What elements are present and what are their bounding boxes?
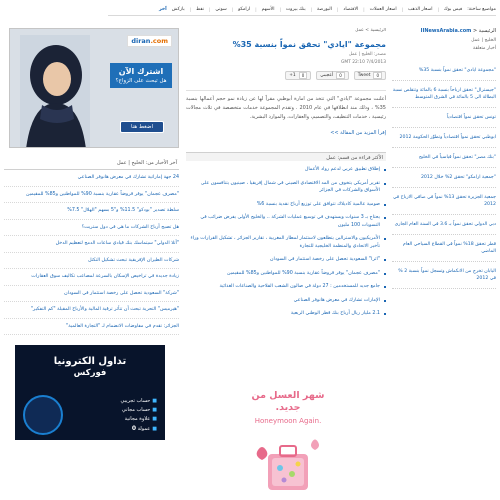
tweet-button[interactable] bbox=[354, 71, 386, 80]
read-more-link[interactable]: إقرأ المزيد من المقالة >> bbox=[330, 130, 386, 136]
checkmark-icon: ■ bbox=[152, 416, 157, 422]
latest-news-link[interactable]: سلطة تصدير "بودكو" 11.5% و"5 بسهم "الهلال" 7.5% bbox=[4, 203, 179, 220]
checkmark-icon: ■ bbox=[152, 398, 157, 404]
related-news-link[interactable]: جمعية الجزيرة تحقق 13% نمواً في صافي الارباح في 2012 bbox=[392, 188, 496, 215]
most-read-link[interactable]: الأمريكيون والاسترالين يتطلعون لاستثمار لمطار المغربية ، تقارير الجزائر ، تشكيل القرارات وراء تأخير الاتحادي والمنظمة الخليجية للتجارة bbox=[186, 232, 386, 253]
honeymoon-ad[interactable] bbox=[240, 390, 336, 498]
forex-ad[interactable] bbox=[15, 345, 165, 440]
checkmark-icon: ■ bbox=[152, 426, 157, 432]
home-link[interactable]: الرئيسية bbox=[478, 28, 496, 34]
nav-item-economy[interactable]: الاقتصاد bbox=[343, 7, 359, 12]
site-link[interactable]: IINewsArabia.com bbox=[420, 28, 472, 34]
latest-news-heading: آخر الأخبار من: الخليج | عمل bbox=[4, 158, 179, 170]
related-news-link[interactable]: "جمعية ارامكو" تحقق 2% خلال 2012 bbox=[392, 168, 496, 188]
nav-item-gold-prices[interactable]: اسعار الذهب bbox=[408, 7, 433, 12]
like-label: أعجبني bbox=[320, 73, 334, 78]
most-read-link[interactable]: "اثرا" السعودية تحصل على رخصة استثمار في السودان bbox=[186, 253, 386, 267]
plus-one-count: 0 bbox=[299, 72, 308, 79]
related-news-heading: أخبار متعلقة bbox=[473, 46, 496, 51]
tweet-label: Tweet bbox=[357, 73, 371, 78]
divider bbox=[186, 90, 386, 91]
checkmark-icon: ■ bbox=[152, 407, 157, 413]
forex-feature-row bbox=[77, 397, 157, 406]
latest-news-link[interactable]: شركات الطيران الإفريقية تبحث تشكيل التكتل bbox=[4, 253, 179, 270]
breadcrumb[interactable]: الرئيسية > عمل bbox=[355, 28, 386, 33]
most-read-link[interactable]: صومية عالمية كاديلاك تتوافق على توزيع أرباح نقدية بنسبة 6% bbox=[186, 198, 386, 212]
forex-features bbox=[77, 397, 157, 434]
nav-more-link[interactable]: آخر bbox=[158, 7, 167, 12]
diran-logo-suffix: .com bbox=[150, 37, 168, 45]
most-read-link[interactable]: تقرير أمريكي يتخوف من المد الاقتصادي الصيني في شمال إفريقيا ، صينيون يتنافسون على الأسواق والشركات في الجزائر bbox=[186, 177, 386, 198]
forex-commission-value: 0 bbox=[131, 425, 136, 432]
article-source: مصدر: الخليج | عمل bbox=[348, 52, 386, 57]
nav-item-stocks[interactable]: الأسهم bbox=[261, 7, 275, 12]
most-read-list bbox=[186, 163, 386, 321]
most-read-heading: الأكثر قراءة من قسم: عمل bbox=[186, 152, 386, 161]
forex-feature-label: عمولة bbox=[137, 426, 151, 432]
forex-feature-label: حساب مجاني bbox=[121, 407, 151, 413]
latest-news-column bbox=[4, 28, 179, 498]
nav-item-oil[interactable]: نفط bbox=[196, 7, 204, 12]
latest-news-link[interactable]: "مصرف عجمان" يوفر قروضاً عقارية بنسبة 90% للمواطنين و85% للمقيمين bbox=[4, 187, 179, 204]
nav-item-sony[interactable]: سوني bbox=[215, 7, 227, 12]
latest-news-link[interactable]: زيادة جديدة في تراخيص الإسكان بالسرعة لمصاعب تكاليف سوق العقارات bbox=[4, 269, 179, 286]
forex-ad-title: تداول الكترونيا bbox=[53, 356, 127, 367]
most-read-link[interactable]: يحتاج بـ 3 سنوات ويستهدف في توسيع عمليات الشركة .. والخليج الأولى يفرض ضرائب في التسويات 100 مليون bbox=[186, 211, 386, 232]
nav-item-facebook[interactable]: فيس بوك bbox=[443, 7, 463, 12]
most-read-link[interactable]: إطلاق تطبيق عربي لدعم رواد الأعمال bbox=[186, 163, 386, 177]
diran-ad[interactable] bbox=[9, 28, 179, 148]
suitcase-icon bbox=[240, 428, 336, 498]
forex-feature-row bbox=[77, 424, 157, 434]
related-news-list bbox=[392, 61, 496, 289]
article-title: مجموعة "ايادي" تحقق نمواً بنسبة 35% bbox=[232, 40, 386, 49]
most-read-link[interactable]: 2.1 مليار ريال أرباح بنك قطر الوطني الربعية bbox=[186, 307, 386, 321]
article-timestamp: GMT 22:10 7/4/2013 bbox=[340, 60, 386, 65]
article-body: أعلنت مجموعة "ايادي" التي تتخذ من امارة أبوظبي مقراً لها عن زيادة نمو حجم أعمالها بنسبة 35% ، وذلك منذ انطلاقها في عام 2010 . وتقدم المجموعة خدمات متخصصة في ثلاث مجالات رئيسية ، خدمات التنظيف، والتصميم، والعقارات، والموارد البشرية. bbox=[186, 96, 386, 120]
related-news-link[interactable]: تونس تحقق نمواً اقتصادياً bbox=[392, 108, 496, 128]
nav-item-currency-prices[interactable]: اسعار العملات bbox=[369, 7, 397, 12]
latest-news-link[interactable]: "أتلا الدولي" سيتماسك بنك قيادي ساعات الدمج لتعظيم الدخل bbox=[4, 236, 179, 253]
plus-one-label: +1 bbox=[289, 73, 296, 78]
article-column bbox=[186, 28, 386, 498]
site-breadcrumb: الرئيسية < IINewsArabia.com bbox=[420, 28, 496, 34]
most-read-link[interactable]: الإمارات تشارك في معرض هانوفر الصناعي bbox=[186, 294, 386, 308]
related-news-link[interactable]: اليابان تخرج من الانكماش وتسجل نمواً بنسبة 2 % في 2012 bbox=[392, 262, 496, 289]
nav-item-bazkash[interactable]: بازكش bbox=[171, 7, 185, 12]
like-count: 0 bbox=[336, 72, 345, 79]
related-news-link[interactable]: قطر تحقق 18% نمواً في القطاع السياحي العام الماضي bbox=[392, 235, 496, 262]
woman-photo-icon bbox=[20, 35, 90, 148]
honeymoon-ad-title: شهر العسل من جديد. bbox=[251, 390, 325, 413]
diran-logo-text: diran bbox=[131, 37, 151, 45]
related-news-link[interactable]: "بنك مصر" تحقق نمواً قياسياً في الخليج bbox=[392, 148, 496, 168]
latest-news-link[interactable]: 24 جهة إماراتية تشارك في معرض هانوفر الصناعي bbox=[4, 170, 179, 187]
related-news-link[interactable]: "جيسترال" تحقق ارباحاً بنسبة 6 بالمائة وتتقلص نسبة البطالة الى 5 بالمائة في الشرق المتوسط bbox=[392, 81, 496, 108]
diran-tagline bbox=[110, 63, 172, 88]
latest-news-list bbox=[4, 170, 179, 335]
tweet-count: 0 bbox=[373, 72, 382, 79]
forex-feature-label: حساب تجريبي bbox=[120, 398, 151, 404]
nav-item-stock-exchange[interactable]: البورصة bbox=[316, 7, 332, 12]
nav-item-bank-beirut[interactable]: بنك بيروت bbox=[285, 7, 306, 12]
diran-click-button[interactable]: اضغط هنا bbox=[120, 121, 164, 133]
most-read-link[interactable]: "مصرف عجمان" يوفر قروضاً عقارية بنسبة 90% للمواطنين و85% للمقيمين bbox=[186, 267, 386, 281]
related-news-link[interactable]: ابوظبي تحقق نمواً اقتصادياً وتطوّر الحكومة 2012 bbox=[392, 128, 496, 148]
related-news-link[interactable]: دبي الدولي تحقق نمواً بـ 3.6 في السنة العام الجاري bbox=[392, 215, 496, 235]
forex-feature-row bbox=[77, 415, 157, 424]
latest-news-link[interactable]: "شركة" السعودية تحصل على رخصة استثمار في السودان bbox=[4, 286, 179, 303]
honeymoon-ad-subtitle: Honeymoon Again. bbox=[254, 417, 322, 425]
top-nav: مواضيع ساخنة: فيس بوك | اسعار الذهب | اسعار العملات | الاقتصاد | البورصة | بنك بيروت | الأسهم | ارامكو | سوني | نفط | بازكش آخر bbox=[108, 4, 496, 16]
like-button[interactable] bbox=[316, 71, 349, 80]
diran-logo bbox=[127, 35, 172, 47]
section-label: الخليج | عمل bbox=[471, 38, 496, 43]
most-read-link[interactable]: جامع جديد للمستخدمين : 27 دولة في صالون الشعب الفلاحية والصناعات الغذائية bbox=[186, 280, 386, 294]
related-news-column bbox=[392, 28, 496, 498]
hot-topics-label: مواضيع ساخنة: bbox=[467, 7, 496, 12]
forex-ad-subtitle: فوركس bbox=[73, 368, 107, 378]
share-buttons bbox=[186, 71, 386, 80]
diran-question-text: هل تبحث على الزواج؟ bbox=[115, 78, 167, 84]
related-news-link[interactable]: "مجموعة ايادي" تحقق نمواً بنسبة 35% bbox=[392, 61, 496, 81]
latest-news-link[interactable]: "هيرميس" التحرية تبحث أن تتأثر ترقية المالية والأرباح المقبلة "كم التفكير" bbox=[4, 302, 179, 319]
latest-news-link[interactable]: الجزائر: تقدم في مفاوضات الانضمام لـ "التجارة العالمية" bbox=[4, 319, 179, 336]
latest-news-link[interactable]: هل تصبح أرباح الشركات ما هي في دول ستريت؟ bbox=[4, 220, 179, 237]
forex-feature-row bbox=[77, 406, 157, 415]
forex-feature-label: علاوة مجانية bbox=[124, 416, 151, 422]
forex-badge-icon bbox=[23, 395, 63, 435]
nav-item-aramco[interactable]: ارامكو bbox=[238, 7, 251, 12]
plus-one-button[interactable] bbox=[285, 71, 311, 80]
diran-subscribe-text: اشترك الآن bbox=[118, 67, 164, 76]
